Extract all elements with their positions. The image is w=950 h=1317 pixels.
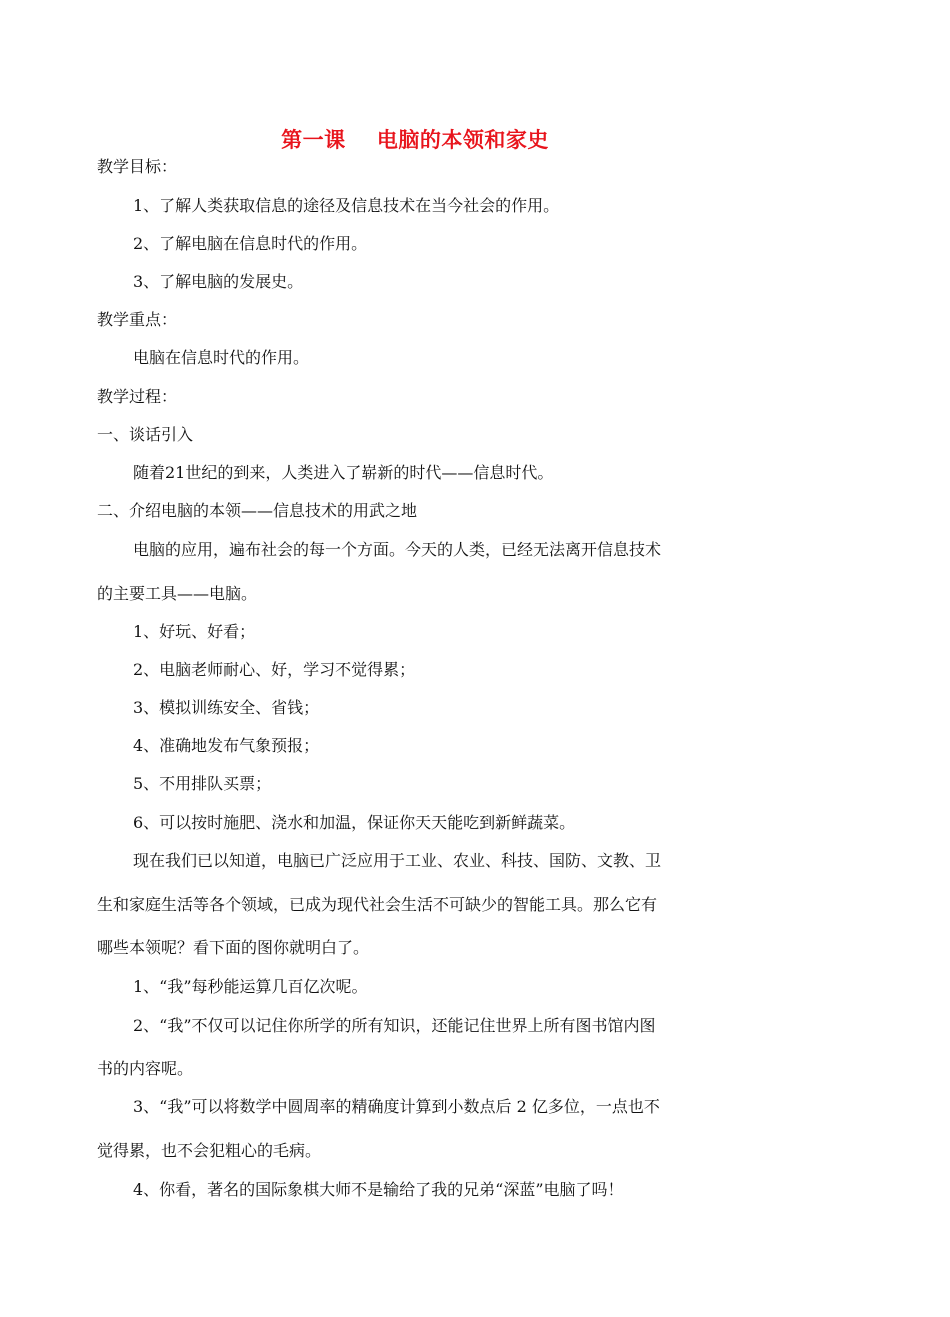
objective-item-2: 2、了解电脑在信息时代的作用。 [133, 234, 368, 253]
paragraph-line-3: 哪些本领呢？看下面的图你就明白了。 [97, 938, 370, 957]
objective-item-3: 3、了解电脑的发展史。 [133, 272, 304, 291]
list-item-4: 4、准确地发布气象预报； [133, 736, 320, 755]
section1-heading: 一、谈话引入 [97, 425, 194, 444]
paragraph-line-1: 现在我们已以知道，电脑已广泛应用于工业、农业、科技、国防、文教、卫 [133, 851, 662, 870]
section1-text: 随着21世纪的到来，人类进入了崭新的时代——信息时代。 [133, 463, 554, 482]
process-heading: 教学过程： [97, 387, 178, 406]
list-item-5: 5、不用排队买票； [133, 774, 272, 793]
list-item-6: 6、可以按时施肥、浇水和加温，保证你天天能吃到新鲜蔬菜。 [133, 813, 576, 832]
list-item-2: 2、电脑老师耐心、好，学习不觉得累； [133, 660, 416, 679]
ability-item-3-line1: 3、“我”可以将数学中圆周率的精确度计算到小数点后 2 亿多位，一点也不 [133, 1097, 660, 1116]
lesson-title: 第一课 电脑的本领和家史 [281, 128, 549, 152]
section2-intro-line1: 电脑的应用，遍布社会的每一个方面。今天的人类，已经无法离开信息技术 [133, 540, 662, 559]
section2-intro-line2: 的主要工具——电脑。 [97, 584, 258, 603]
ability-item-1: 1、“我”每秒能运算几百亿次呢。 [133, 977, 368, 996]
ability-item-2-line1: 2、“我”不仅可以记住你所学的所有知识，还能记住世界上所有图书馆内图 [133, 1016, 656, 1035]
paragraph-line-2: 生和家庭生活等各个领域，已成为现代社会生活不可缺少的智能工具。那么它有 [97, 895, 658, 914]
ability-item-2-line2: 书的内容呢。 [97, 1059, 194, 1078]
objectives-heading: 教学目标： [97, 157, 178, 176]
list-item-1: 1、好玩、好看； [133, 622, 256, 641]
section2-heading: 二、介绍电脑的本领——信息技术的用武之地 [97, 501, 418, 520]
focus-text: 电脑在信息时代的作用。 [133, 348, 310, 367]
ability-item-3-line2: 觉得累，也不会犯粗心的毛病。 [97, 1141, 322, 1160]
focus-heading: 教学重点： [97, 310, 178, 329]
ability-item-4: 4、你看，著名的国际象棋大师不是输给了我的兄弟“深蓝”电脑了吗！ [133, 1180, 624, 1199]
objective-item-1: 1、了解人类获取信息的途径及信息技术在当今社会的作用。 [133, 196, 560, 215]
list-item-3: 3、模拟训练安全、省钱； [133, 698, 320, 717]
